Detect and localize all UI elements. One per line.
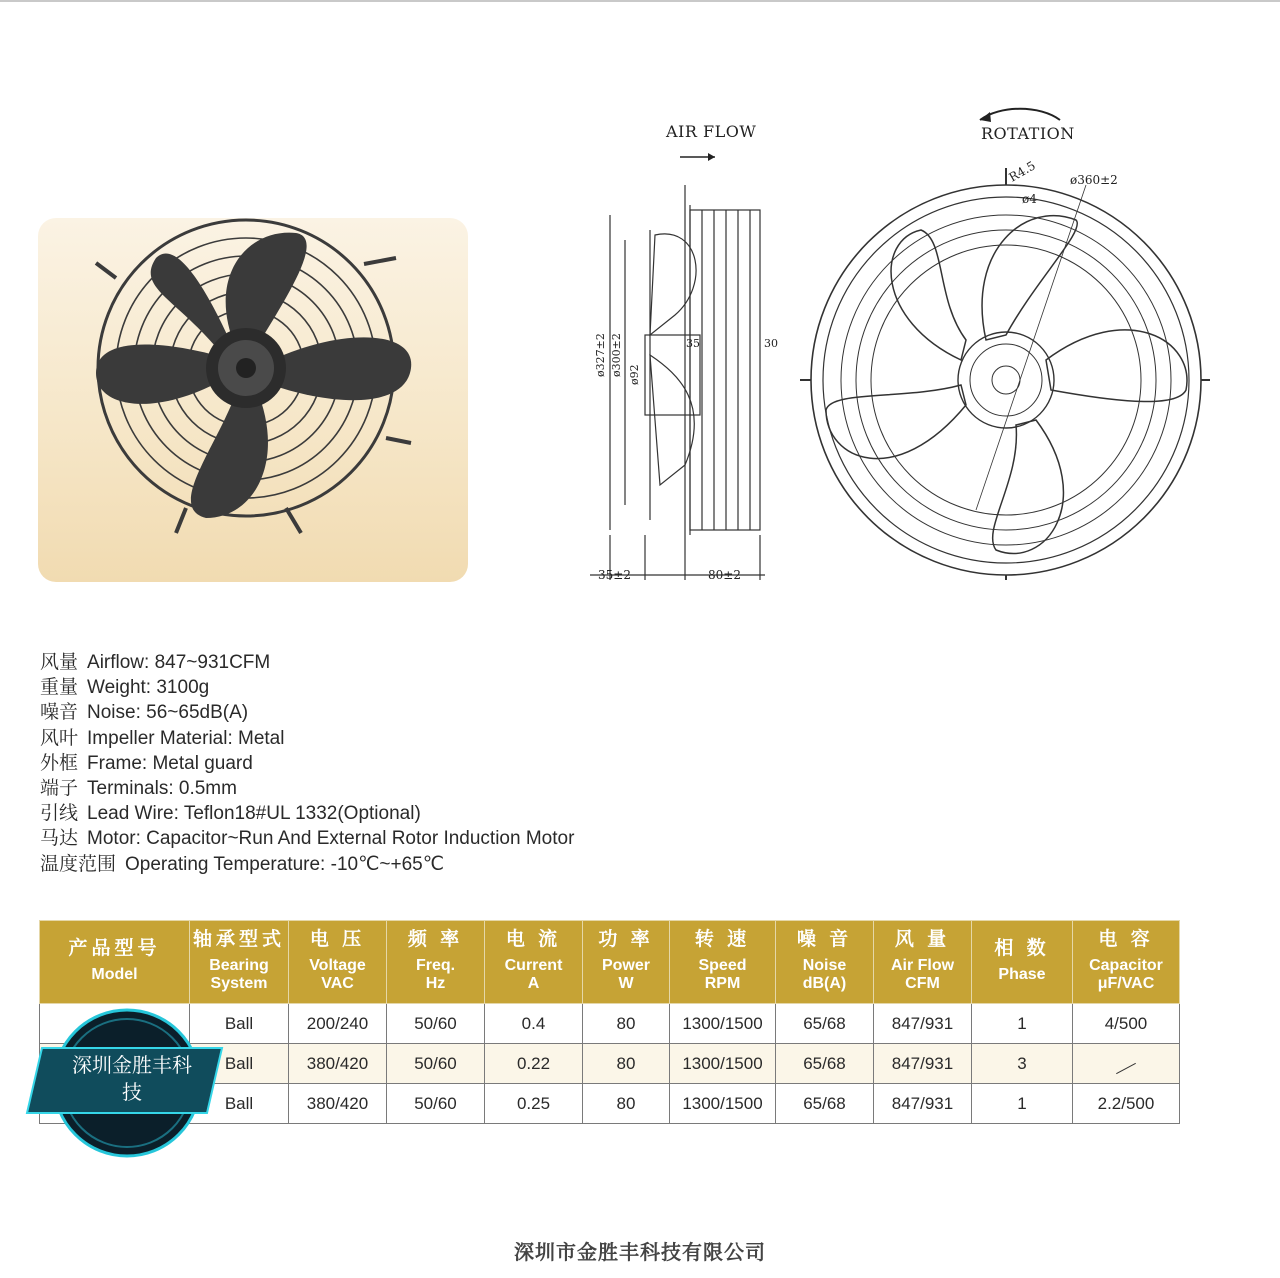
cell-bearing: Ball [190,1004,289,1044]
cell-airflow: 847/931 [874,1004,972,1044]
dim-bottom-right-label: 80±2 [708,568,741,582]
dim-r45-label: R4.5 [1006,158,1038,185]
spec-row-noise: 噪音 Noise: 56~65dB(A) [40,702,249,724]
spec-row-airflow: 风量 Airflow: 847~931CFM [40,652,271,673]
cell-phase: 1 [972,1084,1073,1124]
air-flow-label: AIR FLOW [666,122,757,141]
header-phase: 相 数 Phase [972,921,1073,1004]
cell-voltage: 200/240 [289,1004,387,1044]
cell-speed: 1300/1500 [670,1044,776,1084]
spec-row-weight: 重量 Weight: 3100g [40,677,210,699]
header-capacitor: 电 容 Capacitor μF/VAC [1073,921,1180,1004]
spec-row-lead-wire: 引线 Lead Wire: Teflon18#UL 1332(Optional) [40,803,421,825]
cell-airflow: 847/931 [874,1044,972,1084]
cell-freq: 50/60 [387,1084,485,1124]
cell-current: 0.22 [485,1044,583,1084]
slash-icon [1116,1062,1136,1073]
spec-row-frame: 外框 Frame: Metal guard [40,752,253,774]
cell-power: 80 [583,1084,670,1124]
cell-voltage: 380/420 [289,1084,387,1124]
header-noise: 噪 音 Noise dB(A) [776,921,874,1004]
table-header-row [40,921,1180,1004]
header-current: 电 流 Current A [485,921,583,1004]
spec-list [40,650,574,877]
cell-freq: 50/60 [387,1044,485,1084]
dim-outer-label: ø327±2 [594,333,607,377]
cell-phase: 3 [972,1044,1073,1084]
rotation-label: ROTATION [981,124,1075,143]
cell-current: 0.4 [485,1004,583,1044]
cell-capacitor: 4/500 [1073,1004,1180,1044]
dim-d360-label: ø360±2 [1070,173,1118,187]
header-speed: 转 速 Speed RPM [670,921,776,1004]
spec-row-impeller: 风叶 Impeller Material: Metal [40,727,285,749]
cell-capacitor [1073,1044,1180,1084]
front-view-drawing [800,100,1210,580]
cell-speed: 1300/1500 [670,1004,776,1044]
top-divider [0,0,1280,2]
header-bearing: 轴承型式 Bearing System [190,921,289,1004]
dim-35-label: 35 [686,337,700,350]
cell-capacitor: 2.2/500 [1073,1084,1180,1124]
cell-current: 0.25 [485,1084,583,1124]
cell-speed: 1300/1500 [670,1084,776,1124]
cell-freq: 50/60 [387,1004,485,1044]
spec-row-motor: 马达 Motor: Capacitor~Run And External Rotor Induction Motor [40,828,575,850]
cell-noise: 65/68 [776,1084,874,1124]
cell-power: 80 [583,1004,670,1044]
watermark-text: 深圳金胜丰科 技 [72,1053,192,1104]
dim-inner-label: ø300±2 [610,333,623,377]
header-freq: 频 率 Freq. Hz [387,921,485,1004]
header-power: 功 率 Power W [583,921,670,1004]
footer-company-name: 深圳市金胜丰科技有限公司 [514,1240,766,1264]
header-model: 产品型号 Model [40,921,190,1004]
cell-airflow: 847/931 [874,1084,972,1124]
spec-row-terminals: 端子 Terminals: 0.5mm [40,777,237,799]
cell-power: 80 [583,1044,670,1084]
dim-bottom-left-label: 35±2 [598,568,631,582]
product-photo [38,218,468,582]
side-view-drawing [590,145,790,595]
cell-bearing: Ball [190,1044,289,1084]
cell-voltage: 380/420 [289,1044,387,1084]
cell-phase: 1 [972,1004,1073,1044]
cell-bearing: Ball [190,1084,289,1124]
dim-30-label: 30 [764,337,778,350]
cell-noise: 65/68 [776,1004,874,1044]
cell-noise: 65/68 [776,1044,874,1084]
dim-d4-label: ø4 [1022,192,1037,206]
header-voltage: 电 压 Voltage VAC [289,921,387,1004]
spec-row-temperature: 温度范围 Operating Temperature: -10℃~+65℃ [40,853,445,875]
dim-hub-label: ø92 [628,364,641,385]
header-airflow: 风 量 Air Flow CFM [874,921,972,1004]
